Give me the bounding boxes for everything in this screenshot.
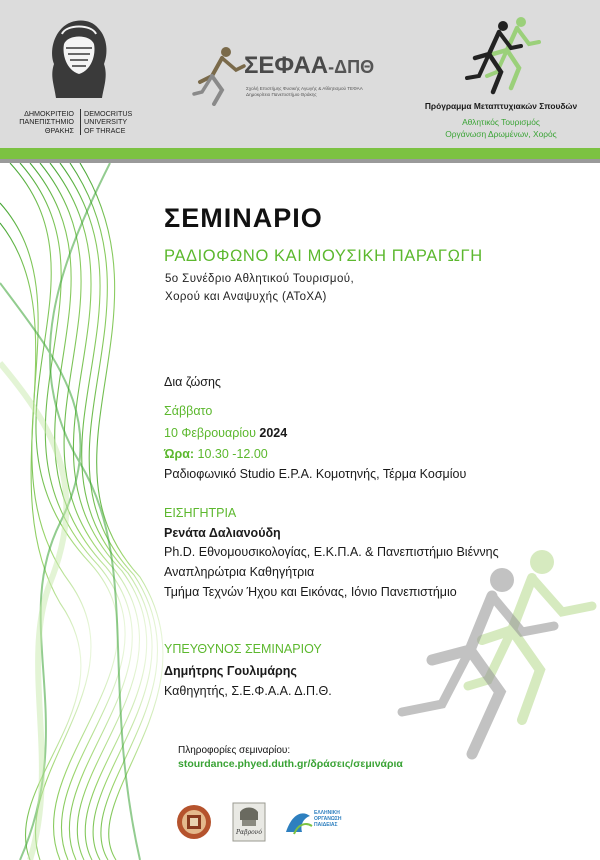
duth-english-name: DEMOCRITUS UNIVERSITY OF THRACE — [84, 109, 133, 135]
info-link[interactable]: stourdance.phyed.duth.gr/δράσεις/σεμινάρια — [178, 758, 403, 770]
runners-background-decoration — [372, 540, 600, 770]
sefaa-title: ΣΕΦΑΑ-ΔΠΘ — [244, 52, 375, 79]
seminar-subtitle: ΡΑΔΙΟΦΩΝΟ ΚΑΙ ΜΟΥΣΙΚΗ ΠΑΡΑΓΩΓΗ — [164, 247, 483, 265]
coordinator-role: Καθηγητής, Σ.Ε.Φ.Α.Α. Δ.Π.Θ. — [164, 684, 332, 698]
duth-greek-name: ΔΗΜΟΚΡΙΤΕΙΟ ΠΑΝΕΠΙΣΤΗΜΙΟ ΘΡΑΚΗΣ — [19, 109, 74, 135]
coordinator-name: Δημήτρης Γουλιμάρης — [164, 664, 297, 678]
program-logo-block — [408, 14, 594, 140]
conference-line-1: 5ο Συνέδριο Αθλητικού Τουρισμού, — [165, 273, 355, 285]
coordinator-label: ΥΠΕΥΘΥΝΟΣ ΣΕΜΙΝΑΡΙΟΥ — [164, 642, 322, 656]
sefaa-logo-block — [192, 44, 388, 114]
event-day: Σάββατο — [164, 404, 213, 418]
program-line-1: Αθλητικός Τουρισμός — [462, 117, 540, 127]
seminar-title: ΣΕΜΙΝΑΡΙΟ — [164, 203, 323, 233]
time-label: Ώρα: — [164, 447, 195, 461]
speaker-label: ΕΙΣΗΓΗΤΡΙΑ — [164, 506, 237, 520]
ravrono-label: Ραβρονό — [236, 829, 262, 836]
partner-logo-ravrono — [232, 802, 266, 842]
attendance-mode: Δια ζώσης — [164, 375, 221, 389]
speaker-name: Ρενάτα Δαλιανούδη — [164, 526, 281, 540]
sefaa-subtitle: Σχολή Επιστήμης Φυσικής Αγωγής & Αθλητισμού ΤΕΦΑΑ Δημοκρίτειο Πανεπιστήμιο Θράκης — [246, 86, 363, 97]
duth-divider — [80, 109, 81, 135]
info-label: Πληροφορίες σεμιναρίου: — [178, 745, 291, 756]
program-line-2: Οργάνωση Δρωμένων, Χορός — [445, 129, 557, 139]
speaker-credential-2: Αναπληρώτρια Καθηγήτρια — [164, 565, 315, 579]
time-value: 10.30 -12.00 — [197, 447, 268, 461]
duth-logo-block — [14, 14, 144, 135]
conference-line-2: Χορού και Αναψυχής (ΑΤοΧΑ) — [165, 291, 327, 303]
event-date-day-month: 10 Φεβρουαρίου — [164, 426, 256, 440]
democritus-bust-logo — [36, 14, 122, 100]
header-green-stripe — [0, 148, 600, 159]
speaker-credential-1: Ph.D. Εθνομουσικολογίας, Ε.Κ.Π.Α. & Πανεπιστήμιο Βιέννης — [164, 545, 499, 559]
sefaa-runner-icon — [192, 44, 248, 106]
runners-icon — [463, 14, 543, 96]
event-time — [164, 447, 268, 461]
green-wave-decoration — [0, 163, 170, 860]
event-venue: Ραδιοφωνικό Studio Ε.Ρ.Α. Κομοτηνής, Τέρμα Κοσμίου — [164, 467, 467, 481]
program-title: Πρόγραμμα Μεταπτυχιακών Σπουδών — [424, 101, 578, 111]
hellenic-logo-text: ΕΛΛΗΝΙΚΗ ΟΡΓΑΝΩΣΗ ΠΑΙΔΕΙΑΣ — [314, 810, 342, 828]
partner-logo-mosaic — [176, 804, 212, 840]
event-date — [164, 426, 287, 440]
event-year: 2024 — [259, 426, 288, 440]
speaker-credential-3: Τμήμα Τεχνών Ήχου και Εικόνας, Ιόνιο Πανεπιστήμιο — [164, 585, 457, 599]
ravrono-emblem — [232, 802, 266, 842]
